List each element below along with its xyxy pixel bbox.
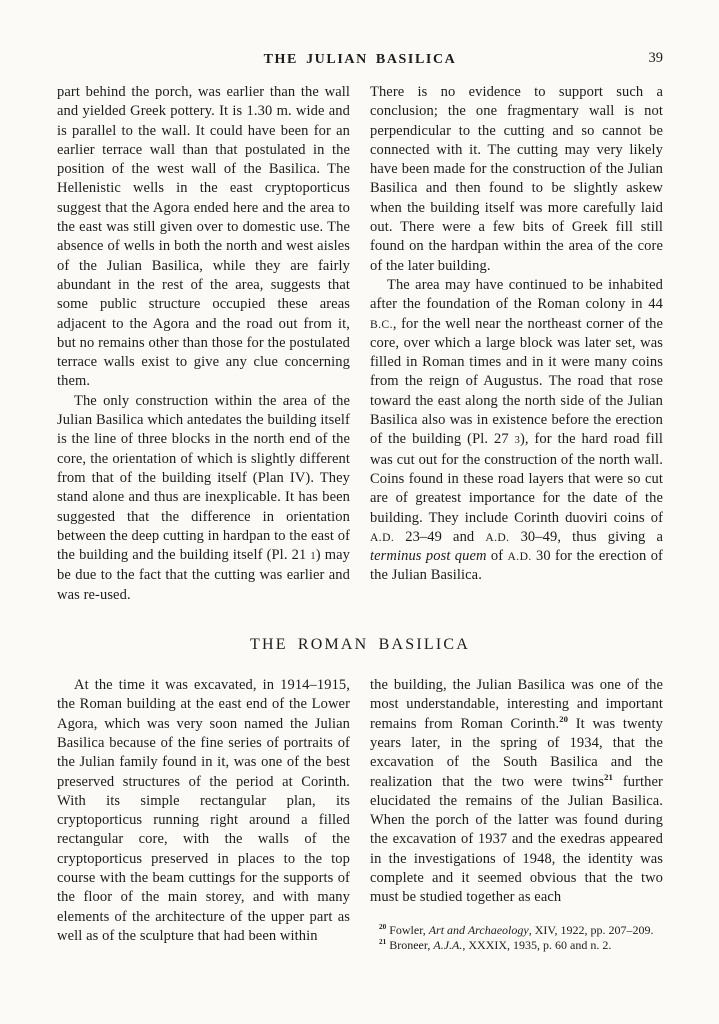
julian-basilica-section	[57, 83, 663, 605]
page-number: 39	[648, 50, 663, 66]
julian-left-column	[57, 83, 350, 605]
julian-right-column	[370, 83, 663, 605]
roman-left-column	[57, 676, 350, 954]
roman-right-column	[370, 676, 663, 954]
julian-right-paragraph-2: The area may have continued to be inhabited after the foundation of the Roman colony in 44 B.C., for the well near the northeast corner of the core, over which a large block was later set, was filled in Roman times and in it were many coins from the reign of Augustus. The road that rose toward the east along the north side of the Julian Basilica also was in existence before the erection of the building (Pl. 27 3), for the hard road fill was cut out for the construction of the north wall. Coins found in these road layers that were so cut are of greatest importance for the date of the building. They include Corinth duoviri coins of A.D. 23–49 and A.D. 30–49, thus giving a terminus post quem of A.D. 30 for the erection of the Julian Basilica.	[370, 276, 663, 584]
page-header	[57, 50, 663, 70]
footnote-20: $^{20}$ Fowler, Art and Archaeology, XIV, 1922, pp. 207–209.	[379, 922, 654, 937]
julian-right-paragraph-1: There is no evidence to support such a conclusion; the one fragmentary wall is not perpendicular to the cutting and so cannot be connected with it. The cutting may very likely have been made for the construction of the Julian Basilica and then found to be slightly askew when the building itself was more carefully laid out. There were a few bits of Greek fill still found on the hardpan within the area of the core of the later building.	[370, 84, 663, 274]
footnote-21: $^{21}$ Broneer, A.J.A., XXXIX, 1935, p. 60 and n. 2.	[379, 938, 612, 953]
running-head-title: THE JULIAN BASILICA	[263, 52, 457, 67]
roman-right-paragraph-1: the building, the Julian Basilica was one of the most understandable, interesting and important remains from Roman Corinth.$^{20}$ It was twenty years later, in the spring of 1934, that the excavation of the South Basilica and the realization that the two were twins$^{21}$ further elucidated the remains of the Julian Basilica. When the porch of the latter was found during the excavation of 1937 and the exedras appeared in the investigations of 1948, the identity was complete and it seemed obvious that the two must be studied together as each	[370, 677, 663, 906]
footnotes	[370, 923, 663, 954]
roman-basilica-section	[57, 676, 663, 954]
roman-left-paragraph-1: At the time it was excavated, in 1914–1915, the Roman building at the east end of the Lower Agora, which was very soon named the Julian Basilica because of the fine series of portraits of the Julian family found in it, was one of the best preserved structures of the period at Corinth. With its simple rectangular plan, its cryptoporticus running right around a filled rectangular core, with the walls of the cryptoporticus preserved in places to the top course with the beam cuttings for the supports of the floor of the main storey, and with many elements of the architecture of the upper part as well as of the sculpture that had been within	[57, 677, 350, 944]
julian-left-paragraph-1: part behind the porch, was earlier than the wall and yielded Greek pottery. It is 1.30 m. wide and is parallel to the wall. It could have been for an earlier terrace wall than that postulated in the position of the west wall of the Basilica. The Hellenistic wells in the east cryptoporticus suggest that the Agora ended here and the area to the east was still given over to domestic use. The absence of wells in both the north and west aisles of the Julian Basilica, while they are fairly abundant in the rest of the area, suggests that some public structure occupied these areas adjacent to the Agora and the road out from it, but no remains other than those for the postulated terrace walls exist to give any clue concerning them.	[57, 84, 350, 390]
section-heading-roman-basilica: THE ROMAN BASILICA	[249, 636, 471, 654]
julian-left-paragraph-2: The only construction within the area of the Julian Basilica which antedates the building itself is the line of three blocks in the north end of the core, the orientation of which is slightly different from that of the building itself (Plan IV). They stand alone and thus are inexplicable. It has been suggested that the difference in orientation between the deep cutting in hardpan to the east of the building and the building itself (Pl. 21 1) may be due to the fact that the cutting was earlier and was re-used.	[57, 392, 351, 603]
